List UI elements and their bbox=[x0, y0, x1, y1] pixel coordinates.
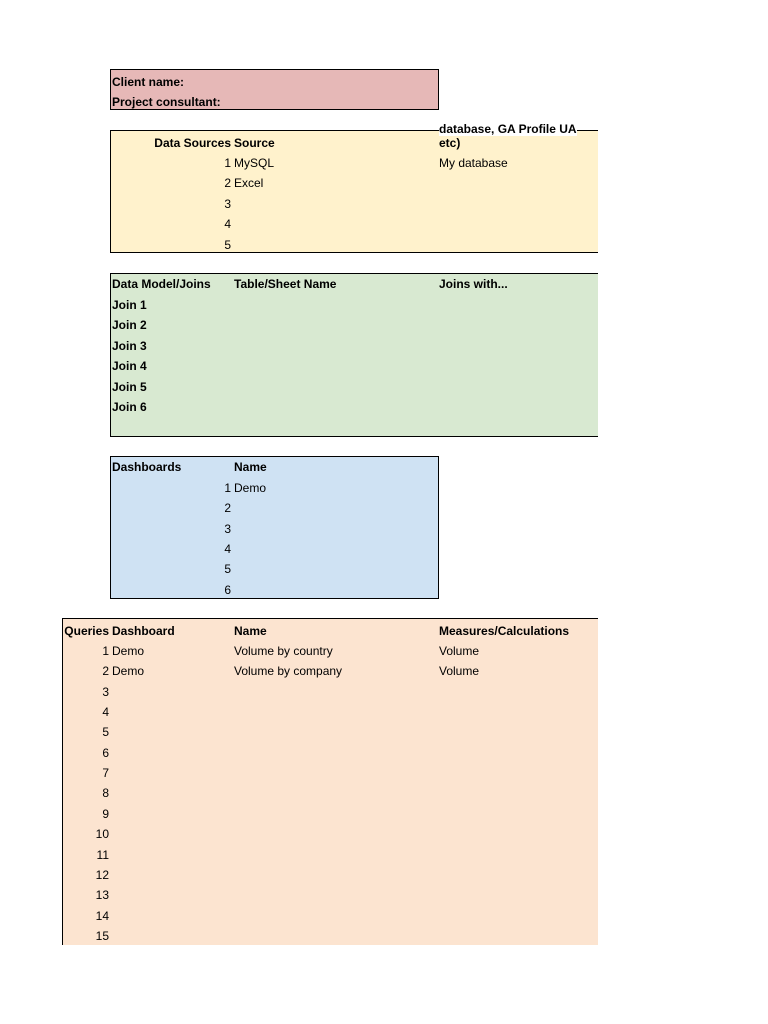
join-label[interactable]: Join 4 bbox=[112, 359, 147, 374]
client-name-label[interactable]: Client name: bbox=[112, 75, 185, 89]
query-number[interactable]: 2 bbox=[102, 664, 109, 679]
dashboard-name[interactable]: Demo bbox=[234, 481, 267, 495]
data-source-number[interactable]: 2 bbox=[224, 176, 231, 191]
query-dashboard[interactable]: Demo bbox=[112, 644, 145, 658]
dashboards-title[interactable]: Dashboards bbox=[112, 460, 182, 474]
table-sheet-name-header[interactable]: Table/Sheet Name bbox=[234, 277, 337, 291]
project-consultant-label[interactable]: Project consultant: bbox=[112, 95, 221, 109]
data-source-number[interactable]: 3 bbox=[224, 196, 231, 211]
query-number[interactable]: 3 bbox=[102, 684, 109, 699]
query-number[interactable]: 13 bbox=[95, 888, 109, 903]
query-number[interactable]: 12 bbox=[95, 867, 109, 882]
query-number[interactable]: 8 bbox=[102, 786, 109, 801]
join-label[interactable]: Join 2 bbox=[112, 318, 147, 333]
data-sources-title[interactable]: Data Sources bbox=[154, 136, 231, 150]
query-dashboard[interactable]: Demo bbox=[112, 664, 145, 679]
data-source-number[interactable]: 1 bbox=[224, 156, 231, 170]
join-label[interactable]: Join 1 bbox=[112, 298, 147, 312]
query-number[interactable]: 10 bbox=[95, 827, 109, 842]
data-source-detail[interactable]: My database bbox=[439, 156, 508, 170]
query-number[interactable]: 14 bbox=[95, 908, 109, 923]
queries-measures-header[interactable]: Measures/Calculations bbox=[439, 624, 570, 638]
data-sources-note-line2[interactable]: etc) bbox=[439, 136, 461, 150]
dashboard-number[interactable]: 5 bbox=[224, 562, 231, 577]
data-sources-source-header[interactable]: Source bbox=[234, 136, 275, 150]
dashboard-number[interactable]: 1 bbox=[224, 481, 231, 495]
query-number[interactable]: 6 bbox=[102, 745, 109, 760]
dashboards-name-header[interactable]: Name bbox=[234, 460, 267, 474]
query-number[interactable]: 7 bbox=[102, 766, 109, 781]
join-label[interactable]: Join 6 bbox=[112, 400, 147, 414]
data-source-name[interactable]: MySQL bbox=[234, 156, 275, 170]
query-measures[interactable]: Volume bbox=[439, 644, 480, 658]
dashboard-number[interactable]: 4 bbox=[224, 541, 231, 556]
dashboard-number[interactable]: 2 bbox=[224, 501, 231, 516]
queries-dashboard-header[interactable]: Dashboard bbox=[112, 624, 175, 638]
query-name[interactable]: Volume by company bbox=[234, 664, 343, 679]
data-model-title[interactable]: Data Model/Joins bbox=[112, 277, 211, 291]
dashboard-number[interactable]: 6 bbox=[224, 582, 231, 597]
queries-name-header[interactable]: Name bbox=[234, 624, 267, 638]
query-name[interactable]: Volume by country bbox=[234, 644, 333, 658]
queries-title[interactable]: Queries bbox=[64, 624, 109, 638]
joins-with-header[interactable]: Joins with... bbox=[439, 277, 508, 291]
data-model-box bbox=[110, 273, 598, 437]
data-sources-note-line1[interactable]: database, GA Profile UA bbox=[439, 122, 577, 136]
join-label[interactable]: Join 5 bbox=[112, 379, 147, 394]
data-source-number[interactable]: 5 bbox=[224, 237, 231, 252]
join-label[interactable]: Join 3 bbox=[112, 338, 147, 353]
query-number[interactable]: 5 bbox=[102, 725, 109, 740]
query-number[interactable]: 11 bbox=[96, 847, 109, 862]
dashboard-number[interactable]: 3 bbox=[224, 521, 231, 536]
data-source-name[interactable]: Excel bbox=[234, 176, 264, 191]
query-measures[interactable]: Volume bbox=[439, 664, 480, 679]
query-number[interactable]: 9 bbox=[102, 806, 109, 821]
query-number[interactable]: 1 bbox=[102, 644, 109, 658]
query-number[interactable]: 15 bbox=[95, 928, 109, 943]
data-source-number[interactable]: 4 bbox=[224, 217, 231, 232]
query-number[interactable]: 4 bbox=[102, 705, 109, 720]
